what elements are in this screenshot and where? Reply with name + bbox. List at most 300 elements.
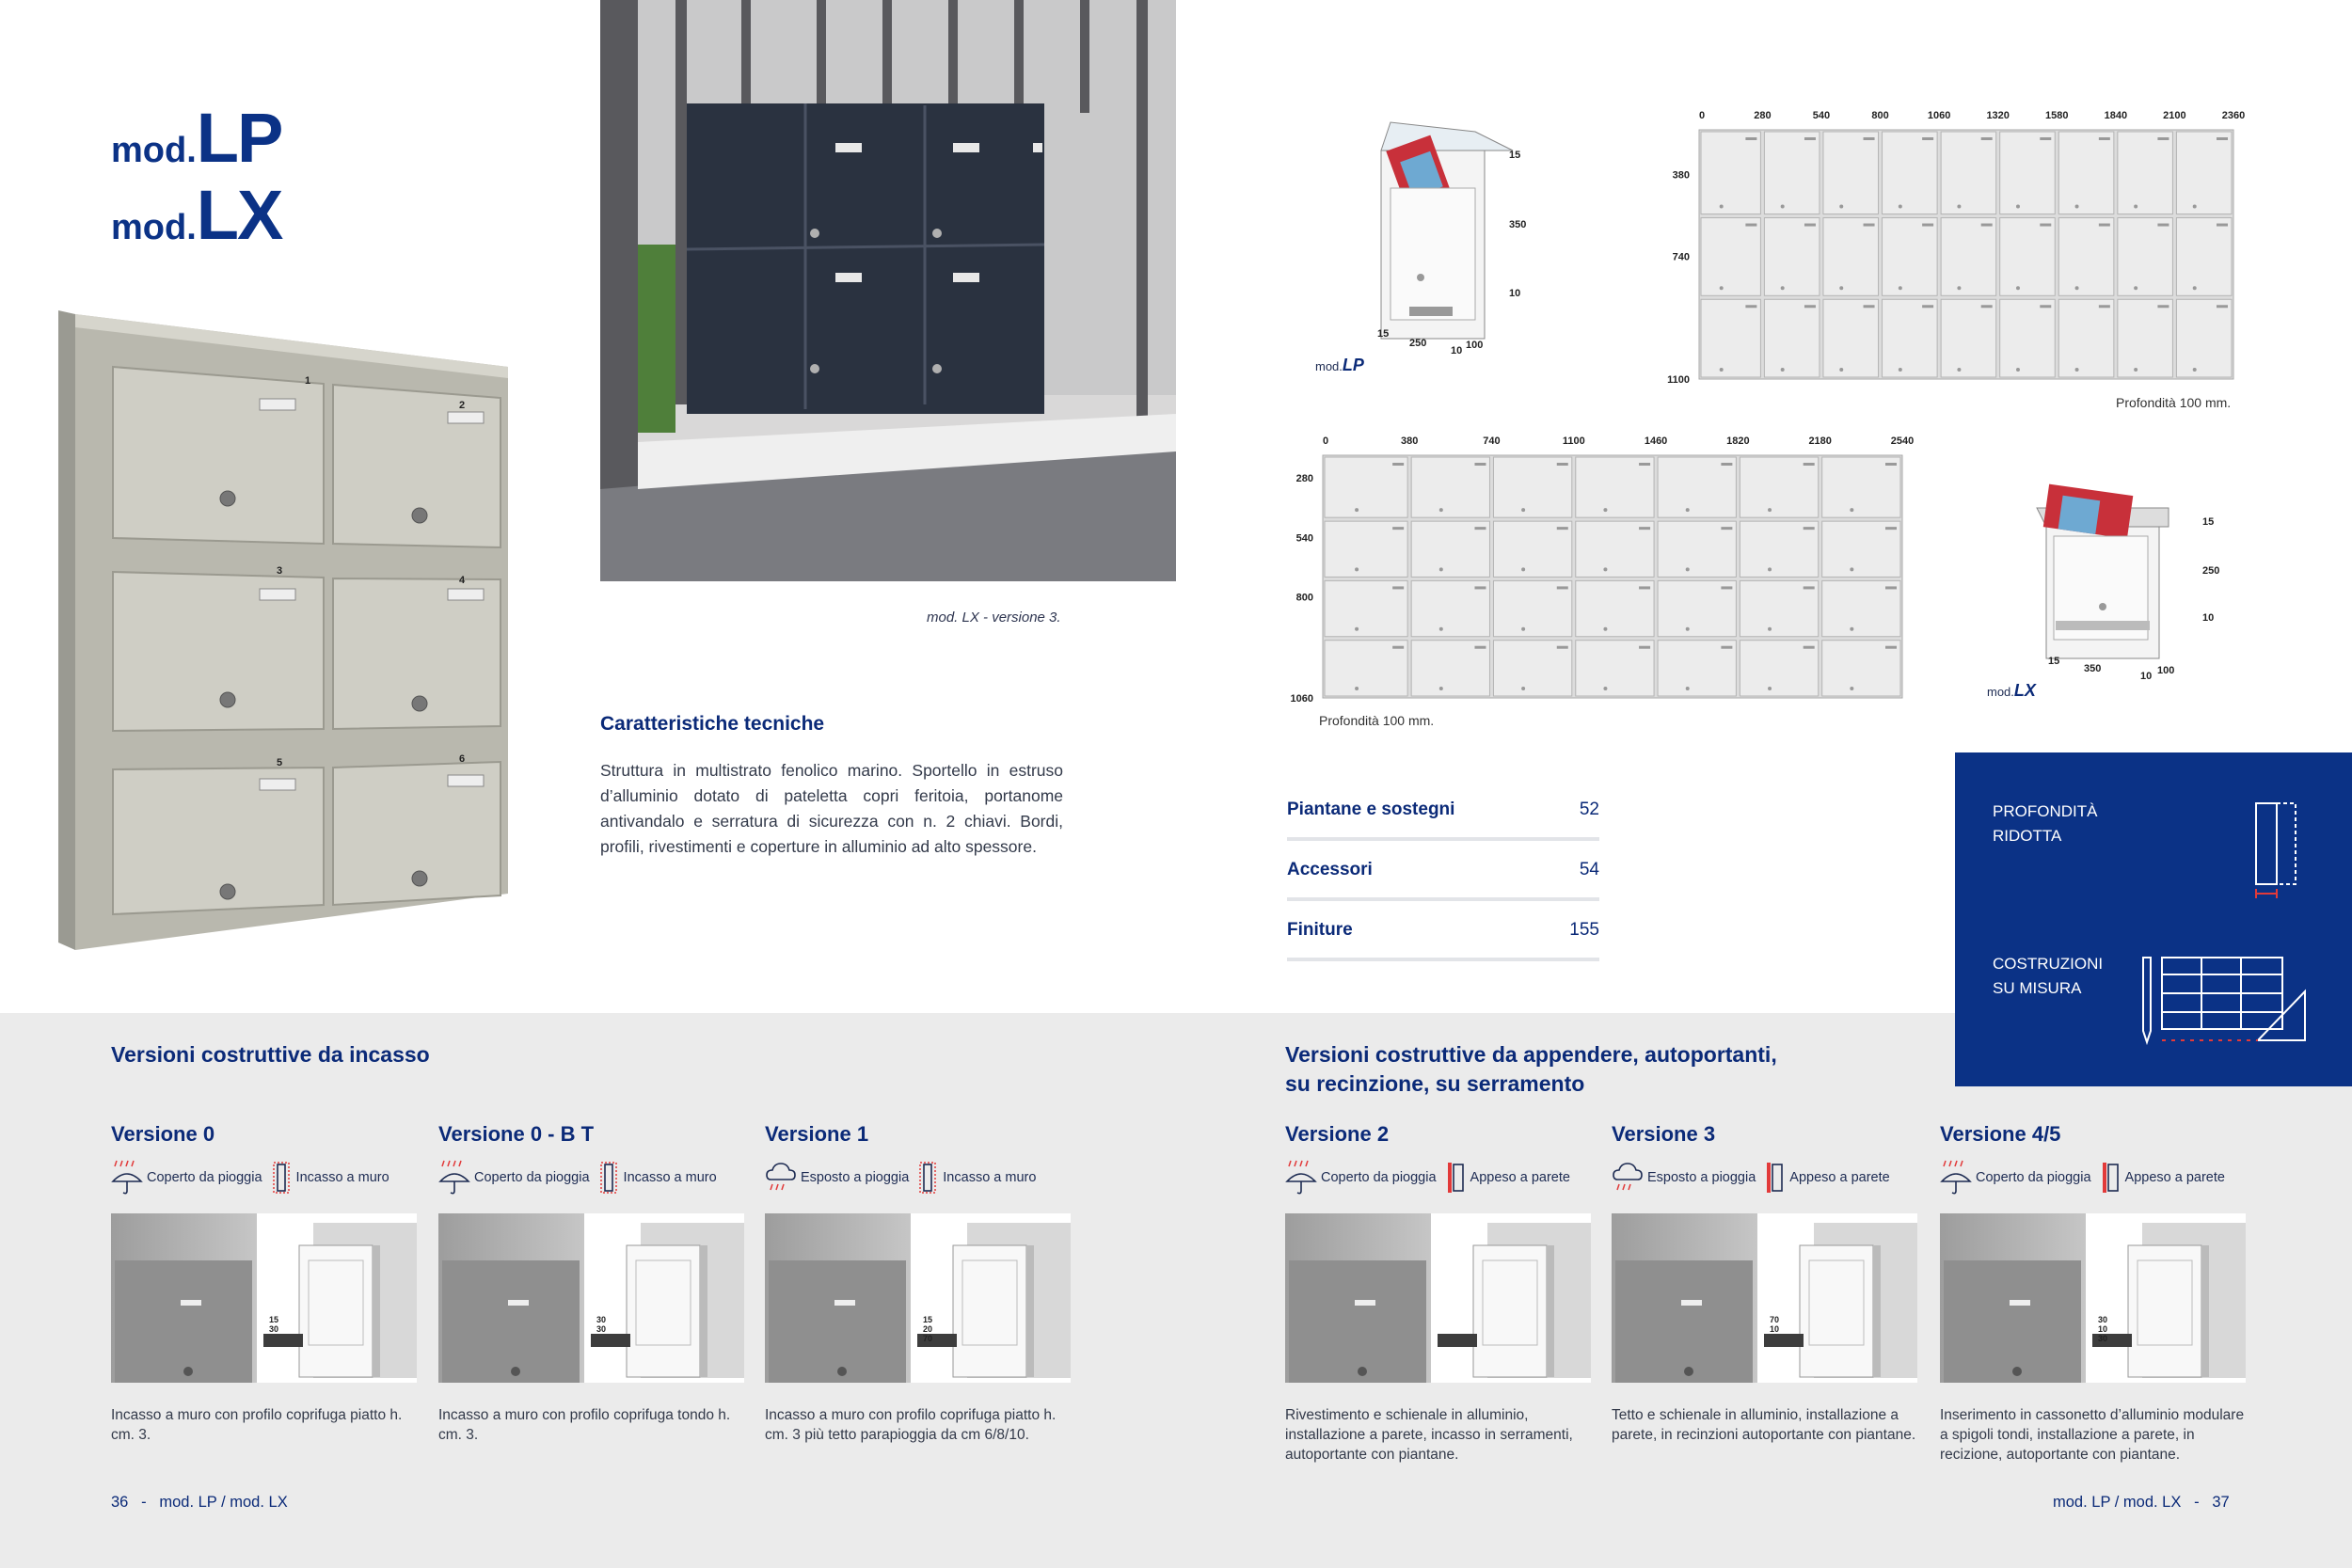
nameplate	[1864, 305, 1875, 308]
version-description: Incasso a muro con profilo coprifuga tondo h. cm. 3.	[438, 1407, 731, 1443]
nameplate	[1804, 527, 1815, 530]
y-tick-label: 380	[1672, 169, 1690, 182]
title-lx: LX	[196, 176, 282, 254]
version-dim: 30	[596, 1315, 607, 1324]
version-title: Versione 0 - B T	[438, 1122, 595, 1146]
lp-dim-1: 15	[1509, 150, 1521, 161]
feature-1-line-2: RIDOTTA	[1993, 827, 2062, 845]
tech-title: Caratteristiche tecniche	[600, 713, 825, 735]
lp-dim-6: 10	[1451, 345, 1463, 356]
lock	[1850, 627, 1853, 631]
lock	[1603, 567, 1607, 571]
lock	[1720, 368, 1724, 372]
version-image	[1612, 1213, 1917, 1383]
wall-recessed-icon	[272, 1159, 293, 1196]
lock	[2134, 205, 2137, 209]
lock	[1839, 286, 1843, 290]
ref-label: Piantane e sostegni	[1287, 800, 1455, 819]
lx-dim-6: 10	[2140, 671, 2153, 682]
lock	[2193, 286, 2197, 290]
lp-dim-4: 15	[1377, 328, 1390, 340]
lock	[1355, 687, 1359, 690]
lock	[2075, 368, 2079, 372]
wall-mounted-icon	[1765, 1159, 1786, 1196]
umbrella-icon	[111, 1159, 143, 1196]
rain-cloud-icon	[765, 1159, 797, 1196]
nameplate	[1922, 137, 1933, 140]
wall-mounted-icon	[2101, 1159, 2122, 1196]
feature-weather: Esposto a pioggia	[1647, 1170, 1756, 1185]
lp-dim-2: 350	[1509, 219, 1527, 230]
nameplate	[2040, 137, 2051, 140]
lock	[1439, 627, 1443, 631]
mailbox-cell	[2058, 218, 2114, 296]
lock	[1850, 687, 1853, 690]
lock	[1355, 508, 1359, 512]
lock	[1439, 687, 1443, 690]
section-appendere-title	[1285, 1040, 1777, 1099]
nameplate	[1804, 224, 1816, 227]
feature-weather: Coperto da pioggia	[1976, 1170, 2091, 1185]
nameplate	[2099, 305, 2110, 308]
mailbox-cell	[1701, 218, 1760, 296]
version-dim: 30	[2098, 1334, 2108, 1343]
lock	[1686, 627, 1690, 631]
ref-row[interactable]	[1287, 858, 1599, 901]
lock	[1768, 687, 1772, 690]
feature-mounting: Incasso a muro	[295, 1170, 389, 1185]
version-description: Inserimento in cassonetto d’alluminio modulare a spigoli tondi, installazione a parete, in recizione, autoportante con piantane.	[1940, 1407, 2245, 1463]
x-tick-label: 2540	[1890, 436, 1915, 447]
lock	[2016, 368, 2020, 372]
ref-page: 54	[1579, 860, 1599, 879]
mailbox-number-2: 2	[459, 400, 466, 411]
nameplate	[1721, 646, 1732, 649]
nameplate	[1639, 527, 1650, 530]
ref-label: Finiture	[1287, 920, 1353, 940]
title-prefix-2: mod.	[111, 208, 197, 247]
x-tick-label: 1840	[2104, 110, 2128, 121]
photo-caption: mod. LX - versione 3.	[927, 610, 1061, 626]
lp-grid-diagram	[1665, 105, 2249, 397]
mailbox-product-image	[58, 310, 508, 950]
version-dim: 20	[923, 1324, 933, 1334]
feature-weather: Coperto da pioggia	[1321, 1170, 1437, 1185]
features-box	[1955, 752, 2352, 1086]
x-tick-label: 2360	[2221, 110, 2246, 121]
feature-weather: Coperto da pioggia	[474, 1170, 590, 1185]
wall-recessed-icon	[918, 1159, 939, 1196]
nameplate	[2099, 224, 2110, 227]
nameplate	[1474, 463, 1486, 466]
mailbox-cell	[1823, 299, 1879, 377]
nameplate	[1392, 646, 1404, 649]
lock	[1603, 508, 1607, 512]
version-features	[1612, 1159, 1890, 1196]
feature-mounting: Incasso a muro	[623, 1170, 717, 1185]
feature-mounting: Appeso a parete	[2124, 1170, 2225, 1185]
nameplate	[1721, 463, 1732, 466]
nameplate	[1885, 586, 1897, 589]
x-tick-label: 2180	[1808, 436, 1832, 447]
feature-weather: Esposto a pioggia	[801, 1170, 910, 1185]
version-dims	[269, 1315, 278, 1334]
nameplate	[1864, 224, 1875, 227]
mailbox-cell	[1941, 218, 1996, 296]
wall-mounted-icon	[1446, 1159, 1467, 1196]
lx-grid-diagram	[1279, 431, 1929, 713]
lock	[1603, 687, 1607, 690]
lock	[1768, 508, 1772, 512]
nameplate	[1804, 646, 1815, 649]
lp-label-model: LP	[1342, 356, 1364, 374]
lp-dim-7: 100	[1466, 340, 1484, 351]
lp-grid-depth: Profondità 100 mm.	[2116, 395, 2232, 410]
mailbox-cell	[2176, 132, 2232, 214]
x-tick-label: 1820	[1726, 436, 1750, 447]
y-tick-label: 1060	[1290, 693, 1313, 705]
version-dim: 10	[1770, 1324, 1780, 1334]
mailbox-cell	[1325, 457, 1407, 517]
version-title: Versione 1	[765, 1122, 869, 1146]
version-dim: 30	[269, 1324, 279, 1334]
x-tick-label: 540	[1812, 110, 1831, 121]
nameplate	[1745, 305, 1756, 308]
umbrella-icon	[1285, 1159, 1317, 1196]
feature-custom-builds	[1993, 952, 2103, 1001]
lock	[1839, 368, 1843, 372]
lock	[2016, 286, 2020, 290]
lock	[2193, 205, 2197, 209]
tech-text: Struttura in multistrato fenolico marino. Sportello in estruso d’alluminio dotato di pateletta copri feritoia, portanome antivandalo e serratura di sicurezza con n. 2 chiavi. Bordi, profili, rivestimenti e coperture in alluminio ad alto spessore.	[600, 761, 1063, 856]
nameplate	[1557, 463, 1568, 466]
lock	[1686, 508, 1690, 512]
mailbox-cell	[2000, 299, 2056, 377]
nameplate	[2217, 137, 2228, 140]
version-image	[1285, 1213, 1591, 1383]
y-tick-label: 740	[1672, 251, 1690, 263]
umbrella-icon	[438, 1159, 470, 1196]
version-image	[1940, 1213, 2246, 1383]
lock	[1957, 205, 1961, 209]
lock	[1521, 687, 1525, 690]
feature-mounting: Incasso a muro	[943, 1170, 1037, 1185]
mailbox-cell	[2118, 132, 2173, 214]
mailbox-cell	[1740, 457, 1818, 517]
feature-2-line-1: COSTRUZIONI	[1993, 955, 2104, 973]
nameplate	[1745, 137, 1756, 140]
nameplate	[1474, 527, 1486, 530]
nameplate	[1474, 646, 1486, 649]
umbrella-icon	[1940, 1159, 1972, 1196]
lock	[1839, 205, 1843, 209]
version-features	[438, 1159, 717, 1196]
ref-page: 155	[1569, 920, 1599, 940]
mailbox-number-3: 3	[277, 565, 283, 577]
x-tick-label: 800	[1871, 110, 1889, 121]
mailbox-cell	[2000, 218, 2056, 296]
version-description: Rivestimento e schienale in alluminio, installazione a parete, incasso in serramenti, autoportante con piantane.	[1285, 1407, 1573, 1463]
footer-right: mod. LP / mod. LX - 37	[2053, 1494, 2230, 1511]
mailbox-number-4: 4	[459, 575, 466, 586]
nameplate	[1922, 224, 1933, 227]
nameplate	[2217, 305, 2228, 308]
x-tick-label: 380	[1400, 436, 1419, 447]
lp-diagram-label	[1315, 356, 1364, 375]
footer-left: 36 - mod. LP / mod. LX	[111, 1494, 288, 1511]
nameplate	[1639, 646, 1650, 649]
model-title	[111, 99, 282, 258]
nameplate	[1804, 137, 1816, 140]
ref-page: 52	[1579, 800, 1599, 819]
lx-dim-7: 100	[2157, 665, 2175, 676]
lock	[1521, 567, 1525, 571]
nameplate	[2099, 137, 2110, 140]
wall-recessed-icon	[599, 1159, 620, 1196]
lock	[1439, 567, 1443, 571]
mailbox-cell	[2058, 132, 2114, 214]
lock	[1686, 567, 1690, 571]
lock	[1686, 687, 1690, 690]
x-tick-label: 740	[1483, 436, 1501, 447]
lock	[1355, 567, 1359, 571]
lx-dim-4: 15	[2048, 656, 2060, 667]
lock	[1957, 286, 1961, 290]
mailbox-cell	[1823, 132, 1879, 214]
lock	[1957, 368, 1961, 372]
mailbox-cell	[1411, 457, 1489, 517]
lx-dim-2: 250	[2202, 565, 2220, 577]
ref-row[interactable]	[1287, 918, 1599, 961]
page-references	[1287, 798, 1599, 978]
nameplate	[1639, 586, 1650, 589]
version-image	[111, 1213, 417, 1383]
reduced-depth-icon	[2249, 800, 2314, 903]
nameplate	[1885, 646, 1897, 649]
x-tick-label: 1100	[1562, 436, 1585, 447]
feature-mounting: Appeso a parete	[1789, 1170, 1890, 1185]
mailbox-cell	[2176, 218, 2232, 296]
lock	[1899, 368, 1902, 372]
version-image	[765, 1213, 1071, 1383]
lock	[1720, 205, 1724, 209]
nameplate	[1885, 527, 1897, 530]
lock	[1355, 627, 1359, 631]
ref-row[interactable]	[1287, 798, 1599, 841]
section-incasso-title: Versioni costruttive da incasso	[111, 1042, 430, 1067]
nameplate	[1745, 224, 1756, 227]
nameplate	[1981, 137, 1993, 140]
mailbox-number-1: 1	[305, 375, 311, 387]
feature-1-line-1: PROFONDITÀ	[1993, 802, 2098, 820]
mailbox-cell	[1883, 299, 1938, 377]
lx-grid-depth: Profondità 100 mm.	[1319, 713, 1435, 728]
nameplate	[1721, 586, 1732, 589]
version-dim: 30	[596, 1324, 607, 1334]
lock	[1899, 286, 1902, 290]
version-dims	[596, 1315, 606, 1334]
x-tick-label: 1460	[1644, 436, 1668, 447]
lock	[1781, 205, 1785, 209]
version-features	[1285, 1159, 1570, 1196]
mailbox-number-5: 5	[277, 757, 283, 768]
feature-weather: Coperto da pioggia	[147, 1170, 262, 1185]
nameplate	[1864, 137, 1875, 140]
version-dims	[923, 1315, 932, 1343]
lock	[1521, 627, 1525, 631]
title-prefix: mod.	[111, 131, 197, 170]
nameplate	[1557, 586, 1568, 589]
version-description: Incasso a muro con profilo coprifuga piatto h. cm. 3 più tetto parapioggia da cm 6/8/10.	[765, 1407, 1057, 1443]
x-tick-label: 2100	[2163, 110, 2186, 121]
lock	[2016, 205, 2020, 209]
mailbox-cell	[1701, 132, 1760, 214]
nameplate	[1721, 527, 1732, 530]
version-dim: 15	[923, 1315, 933, 1324]
lock	[2134, 286, 2137, 290]
rain-cloud-icon	[1612, 1159, 1644, 1196]
nameplate	[1639, 463, 1650, 466]
mailbox-cell	[1764, 218, 1820, 296]
mailbox-cell	[1883, 218, 1938, 296]
lock	[1781, 368, 1785, 372]
lock	[1521, 508, 1525, 512]
lock	[1603, 627, 1607, 631]
nameplate	[2217, 224, 2228, 227]
x-tick-label: 1580	[2045, 110, 2069, 121]
version-title: Versione 3	[1612, 1122, 1716, 1146]
lx-dim-1: 15	[2202, 516, 2215, 528]
installation-photo	[600, 0, 1176, 581]
mailbox-number-6: 6	[459, 753, 466, 765]
mailbox-cell	[1576, 457, 1654, 517]
version-title: Versione 0	[111, 1122, 215, 1146]
mailbox-cell	[2000, 132, 2056, 214]
nameplate	[1392, 463, 1404, 466]
ref-label: Accessori	[1287, 860, 1373, 879]
mailbox-cell	[1883, 132, 1938, 214]
version-image	[438, 1213, 744, 1383]
lx-label-model: LX	[2013, 681, 2036, 700]
y-tick-label: 800	[1295, 592, 1313, 604]
y-tick-label: 1100	[1667, 374, 1690, 386]
mailbox-cell	[2058, 299, 2114, 377]
nameplate	[2040, 224, 2051, 227]
lock	[1768, 627, 1772, 631]
lx-dim-5: 350	[2084, 663, 2102, 674]
x-tick-label: 1320	[1986, 110, 2010, 121]
lock	[1768, 567, 1772, 571]
lock	[2193, 368, 2197, 372]
nameplate	[1922, 305, 1933, 308]
version-dims	[1770, 1315, 1779, 1334]
lp-label-pre: mod.	[1315, 359, 1343, 373]
version-title: Versione 4/5	[1940, 1122, 2061, 1146]
version-dims	[2098, 1315, 2107, 1343]
nameplate	[2157, 305, 2169, 308]
version-features	[111, 1159, 389, 1196]
version-description: Incasso a muro con profilo coprifuga piatto h. cm. 3.	[111, 1407, 403, 1443]
version-features	[765, 1159, 1036, 1196]
nameplate	[1392, 527, 1404, 530]
nameplate	[2040, 305, 2051, 308]
lx-dim-3: 10	[2202, 612, 2215, 624]
lx-diagram-label	[1987, 681, 2036, 701]
title-lp: LP	[196, 99, 282, 177]
nameplate	[1885, 463, 1897, 466]
lp-side-diagram	[1362, 113, 1532, 357]
nameplate	[1981, 305, 1993, 308]
feature-reduced-depth	[1993, 800, 2097, 848]
mailbox-cell	[1822, 457, 1900, 517]
nameplate	[1981, 224, 1993, 227]
lp-dim-5: 250	[1409, 338, 1427, 349]
mailbox-cell	[1493, 457, 1571, 517]
section-appendere-line-2: su recinzione, su serramento	[1285, 1071, 1585, 1096]
lock	[1781, 286, 1785, 290]
nameplate	[1804, 463, 1815, 466]
version-dim: 30	[2098, 1315, 2108, 1324]
nameplate	[1804, 586, 1815, 589]
x-tick-label: 280	[1754, 110, 1772, 121]
nameplate	[1392, 586, 1404, 589]
mailbox-cell	[1701, 299, 1760, 377]
nameplate	[1557, 646, 1568, 649]
mailbox-cell	[2176, 299, 2232, 377]
version-dim: 10	[2098, 1324, 2108, 1334]
x-tick-label: 1060	[1927, 110, 1951, 121]
mailbox-cell	[1823, 218, 1879, 296]
feature-mounting: Appeso a parete	[1470, 1170, 1570, 1185]
nameplate	[1474, 586, 1486, 589]
version-dim: 70	[923, 1334, 933, 1343]
nameplate	[1804, 305, 1816, 308]
mailbox-cell	[1941, 299, 1996, 377]
x-tick-label: 0	[1323, 436, 1329, 447]
lock	[2075, 205, 2079, 209]
nameplate	[1557, 527, 1568, 530]
y-tick-label: 280	[1295, 473, 1313, 485]
y-tick-label: 540	[1295, 532, 1313, 545]
lx-side-diagram	[2027, 480, 2220, 687]
mailbox-cell	[1658, 457, 1736, 517]
nameplate	[2157, 137, 2169, 140]
mailbox-cell	[1764, 299, 1820, 377]
version-dim: 15	[269, 1315, 279, 1324]
nameplate	[2157, 224, 2169, 227]
lx-label-pre: mod.	[1987, 685, 2014, 699]
custom-build-icon	[2136, 954, 2324, 1048]
lock	[1720, 286, 1724, 290]
lp-dim-3: 10	[1509, 288, 1521, 299]
mailbox-cell	[1941, 132, 1996, 214]
mailbox-cell	[2118, 299, 2173, 377]
mailbox-cell	[1764, 132, 1820, 214]
x-tick-label: 0	[1699, 110, 1706, 121]
lock	[2134, 368, 2137, 372]
lock	[2075, 286, 2079, 290]
section-appendere-line-1: Versioni costruttive da appendere, autoportanti,	[1285, 1042, 1777, 1067]
lock	[1439, 508, 1443, 512]
version-title: Versione 2	[1285, 1122, 1390, 1146]
feature-2-line-2: SU MISURA	[1993, 979, 2082, 997]
version-description: Tetto e schienale in alluminio, installazione a parete, in recinzioni autoportante con piantane.	[1612, 1407, 1916, 1443]
lock	[1850, 508, 1853, 512]
lock	[1850, 567, 1853, 571]
version-features	[1940, 1159, 2225, 1196]
lock	[1899, 205, 1902, 209]
mailbox-cell	[2118, 218, 2173, 296]
